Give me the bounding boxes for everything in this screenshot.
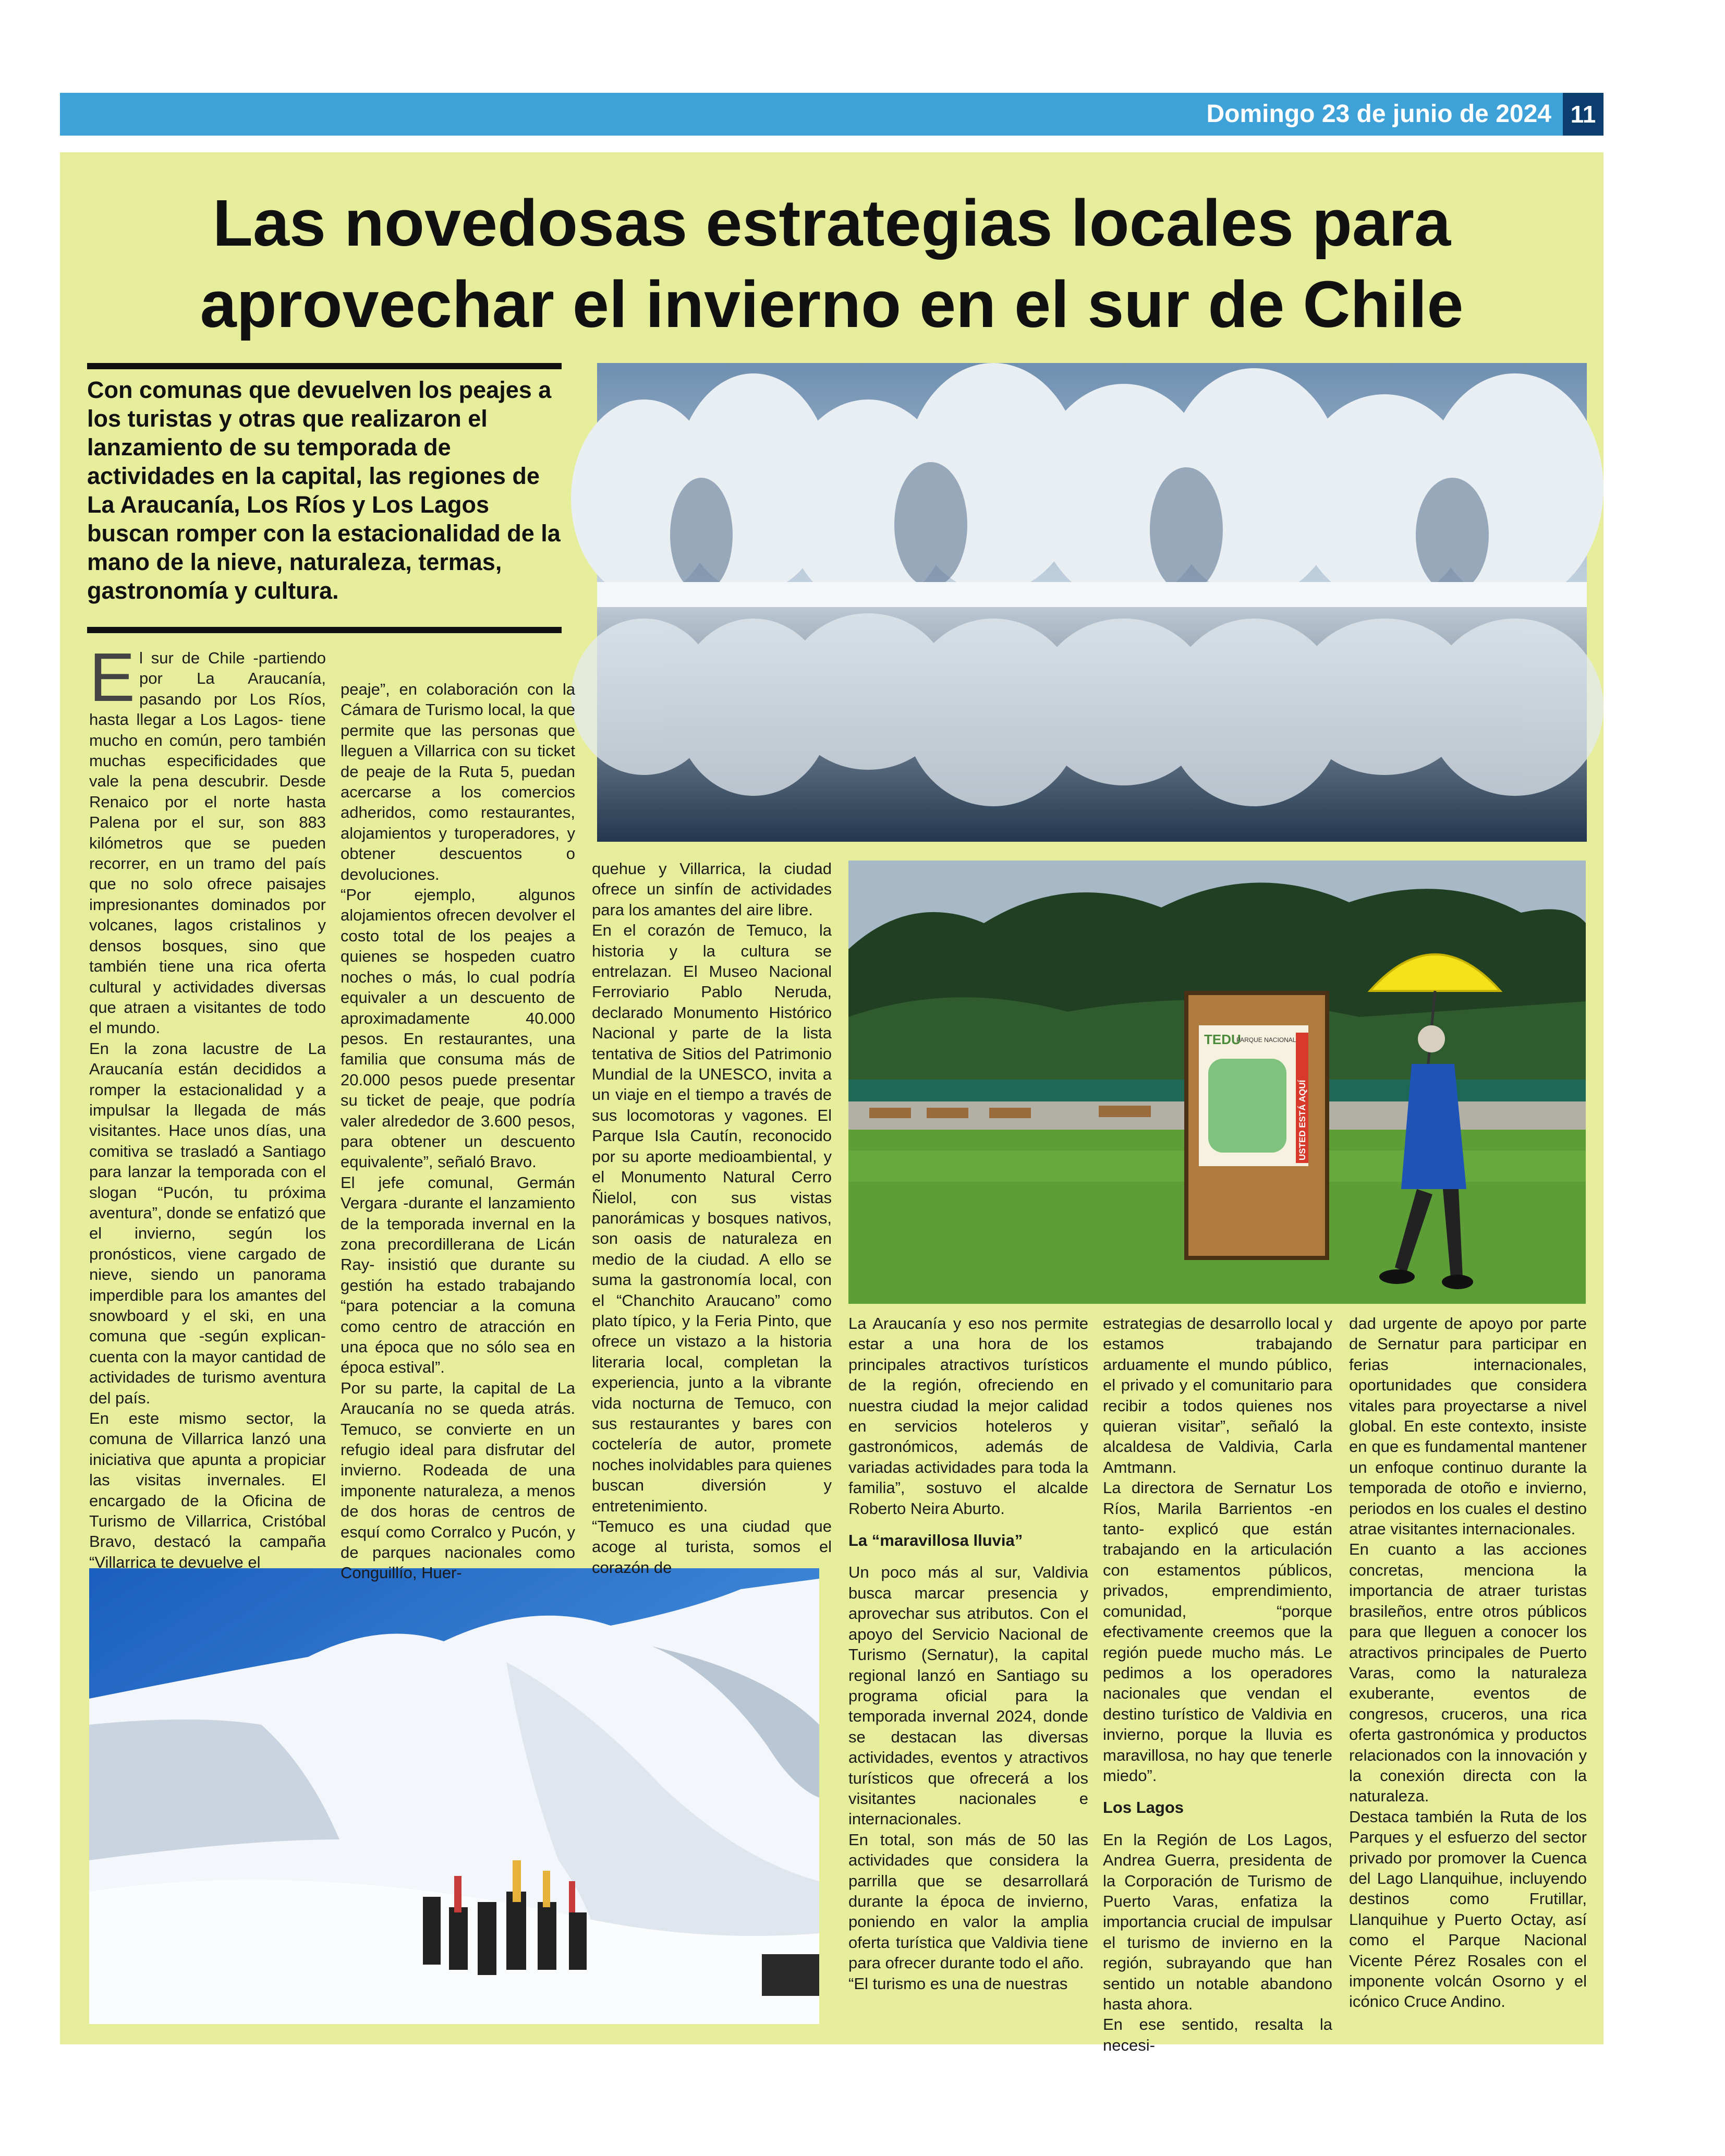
col2-paragraph-1: peaje”, en colaboración con la Cámara de Turismo local, la que permite que las personas que lleguen a Villarrica con su ticket de peaje de la Ruta 5, puedan acercarse a los comercios adheridos, como restaurantes, alojamientos y turoperadores, y obtener descuentos o devoluciones. — [341, 680, 575, 883]
col4-paragraph-4: “El turismo es una de nuestras — [848, 1974, 1068, 1993]
deck-rule-top — [87, 363, 562, 369]
col4-paragraph-3: En total, son más de 50 las actividades que considera la parrilla que se desarrollará durante la época de invierno, poniendo en valor la amplia oferta turística que Valdivia tiene para ofrecer durante todo el año. — [848, 1830, 1088, 1972]
article-column-5 — [1103, 1313, 1332, 2054]
article-column-6 — [1349, 1313, 1587, 2033]
col5-paragraph-1: estrategias de desarrollo local y estamos trabajando arduamente el mundo público, el privado y el comunitario para recibir a todos quienes nos quieran visitar”, señaló la alcaldesa de Valdivia, Carla Amtmann. — [1103, 1314, 1332, 1476]
col4-paragraph-2: Un poco más al sur, Valdivia busca marcar presencia y aprovechar sus atributos. Con el apoyo del Servicio Nacional de Turismo (Sernatur), la capital regional lanzó en Santiago su programa oficial para la temporada invernal 2024, donde se destacan las diversas actividades, eventos y atractivos turísticos que ofrecerá a los visitantes nacionales e internacionales. — [848, 1563, 1088, 1828]
subhead-los-lagos: Los Lagos — [1103, 1798, 1184, 1817]
col1-paragraph-2: En la zona lacustre de La Araucanía están decididos a romper la estacionalidad y a impulsar la llegada de más visitantes. Hace unos días, una comitiva se trasladó a Santiago para lanzar la temporada con el slogan “Pucón, tu próxima aventura”, donde se enfatizó que el invierno, según los pronósticos, viene cargado de nieve, siendo un panorama imperdible para los amantes del snowboard y el ski, en una comuna que -según explican- cuenta con la mayor cantidad de actividades de turismo aventura del país. — [89, 1039, 326, 1407]
col6-paragraph-3: Destaca también la Ruta de los Parques y el esfuerzo del sector privado por promover la Cuenca del Lago Llanquihue, incluyendo destinos como Frutillar, Llanquihue y Puerto Octay, así como el Parque Nacional Vicente Pérez Rosales con el imponente volcán Osorno y el icónico Cruce Andino. — [1349, 1807, 1587, 2011]
snowy-forest-lake-image — [597, 363, 1587, 842]
col2-paragraph-3: El jefe comunal, Germán Vergara -durante el lanzamiento de la temporada invernal en la zona precordillerana de Licán Ray- insistió que durante su gestión ha estado trabajando “para potenciar a la comuna como centro de atracción en una época que no sólo sea en época estival”. — [341, 1173, 575, 1377]
page-number: 11 — [1563, 93, 1603, 136]
col3-paragraph-3: “Temuco es una ciudad que acoge al turista, somos el corazón de — [592, 1517, 832, 1577]
snowy-forest-lake-photo — [597, 363, 1587, 842]
col6-paragraph-2: En cuanto a las acciones concretas, menciona la importancia de atraer turistas brasileños, entre otros públicos para que lleguen a conocer los atractivos principales de Puerto Varas, como la naturaleza exuberante, eventos de congresos, cruceros, una rica oferta gastronómica y productos relacionados con la innovación y la conexión directa con la naturaleza. — [1349, 1540, 1587, 1806]
park-umbrella-photo — [848, 861, 1586, 1304]
col5-paragraph-2: La directora de Sernatur Los Ríos, Marila Barrientos -en tanto- explicó que están trabajando en la articulación con estamentos públicos, privados, emprendimiento, comunidad, “porque efectivamente creemos que la región puede mucho más. Le pedimos a los operadores nacionales que vendan el destino turístico de Valdivia en invierno, porque la lluvia es maravillosa, no hay que tenerle miedo”. — [1103, 1479, 1332, 1785]
article-panel — [60, 152, 1603, 2054]
col3-paragraph-2: En el corazón de Temuco, la historia y la cultura se entrelazan. El Museo Nacional Ferroviario Pablo Neruda, declarado Monumento Histórico Nacional y parte de la lista tentativa de Sitios del Patrimonio Mundial de la UNESCO, invita a un viaje en el tiempo a través de sus locomotoras y vagones. El Parque Isla Cautín, reconocido por su aporte medioambiental, y el Monumento Natural Cerro Ñielol, con sus vistas panorámicas y bosques nativos, son oasis de naturaleza en medio de la ciudad. A ello se suma la gastronomía local, con el “Chanchito Araucano” como plato típico, y la Feria Pinto, que ofrece un vistazo a la historia literaria local, completan la experiencia, junto a la vibrante vida nocturna de Temuco, con sus restaurantes y bares con coctelería de autor, promete noches inolvidables para quienes buscan diversión y entretenimiento. — [592, 921, 832, 1515]
col6-paragraph-1: dad urgente de apoyo por parte de Sernatur para participar en ferias internacionales, oportunidades que considera vitales para proyectarse a nivel global. En este contexto, insiste en que es fundamental mantener un enfoque continuo durante la temporada de otoño e invierno, periodos en los cuales el destino atrae visitantes internacionales. — [1349, 1314, 1587, 1539]
col1-paragraph-3: En este mismo sector, la comuna de Villarrica lanzó una iniciativa que apunta a propiciar las visitas invernales. El encargado de la Oficina de Turismo de Villarrica, Cristóbal Bravo, destacó la campaña “Villarrica te devuelve el — [89, 1409, 326, 1571]
col3-paragraph-1: quehue y Villarrica, la ciudad ofrece un sinfín de actividades para los amantes del aire libre. — [592, 859, 832, 919]
article-deck: Con comunas que devuelven los peajes a los turistas y otras que realizaron el lanzamiento de su temporada de actividades en la capital, las regiones de La Araucanía, Los Ríos y Los Lagos buscan romper con la estacionalidad de la mano de la nieve, naturaleza, termas, gastronomía y cultura. — [87, 377, 561, 604]
issue-date: Domingo 23 de junio de 2024 — [1206, 100, 1551, 128]
article-column-3 — [592, 858, 832, 1577]
subhead-maravillosa-lluvia: La “maravillosa lluvia” — [848, 1531, 1023, 1550]
header-bar — [60, 93, 1603, 136]
col5-paragraph-3: En la Región de Los Lagos, Andrea Guerra, presidenta de la Corporación de Turismo de Puerto Varas, enfatiza la importancia crucial de impulsar el turismo de invierno en la región, subrayando que han sentido un notable abandono hasta ahora. — [1103, 1830, 1332, 2013]
sign-title-text: PARQUE NACIONAL — [1236, 1036, 1296, 1044]
article-headline — [60, 183, 1603, 345]
park-umbrella-image — [848, 861, 1586, 1304]
col4-paragraph-1: La Araucanía y eso nos permite estar a una hora de los principales atractivos turísticos de la región, ofreciendo en nuestra ciudad la mejor calidad en servicios hoteleros y gastronómicos, además de variadas actividades para toda la familia”, sostuvo el alcalde Roberto Neira Aburto. — [848, 1314, 1088, 1518]
sign-location-text: USTED ESTÁ AQUÍ — [1297, 1080, 1307, 1160]
deck-rule-bottom — [87, 627, 562, 633]
article-column-1 — [89, 639, 326, 1571]
snowy-volcano-skiers-image — [89, 1568, 819, 2024]
sign-tag-text: TEDU — [1204, 1032, 1241, 1047]
headline-line-2: aprovechar el invierno en el sur de Chile — [200, 268, 1464, 341]
col2-paragraph-2: “Por ejemplo, algunos alojamientos ofrecen devolver el costo total de los peajes a quienes se hospeden cuatro noches o más, lo cual podría equivaler a un descuento de aproximadamente 40.000 pesos. En restaurantes, una familia que consuma más de 20.000 pesos puede presentar su ticket de peaje, que podría valer alrededor de 3.600 pesos, para obtener un descuento equivalente”, señaló Bravo. — [341, 886, 575, 1171]
col5-paragraph-4: En ese sentido, resalta la necesi- — [1103, 2015, 1332, 2054]
headline-line-1: Las novedosas estrategias locales para — [212, 186, 1451, 260]
col1-paragraph-1: l sur de Chile -partiendo por La Araucanía, pasando por Los Ríos, hasta llegar a Los Lagos- tiene mucho en común, pero también muchas especificidades que vale la pena descubrir. Desde Renaico por el norte hasta Palena por el sur, son 883 kilómetros que se pueden recorrer, en un tramo del país que no solo ofrece paisajes impresionantes dominados por volcanes, lagos cristalinos y densos bosques, sino que también tiene una rica oferta cultural y actividades diversas que atraen a visitantes de todo el mundo. — [89, 649, 326, 1037]
drop-cap: E — [89, 639, 136, 716]
article-column-4 — [848, 1313, 1088, 2033]
col2-paragraph-4: Por su parte, la capital de La Araucanía no se queda atrás. Temuco, se convierte en un refugio ideal para disfrutar del invierno. Rodeada de una imponente naturaleza, a menos de dos horas de centros de esquí como Corralco y Pucón, y de parques nacionales como Conguillío, Huer- — [341, 1378, 575, 1582]
article-column-2 — [341, 679, 575, 1582]
snowy-volcano-skiers-photo — [89, 1568, 819, 2024]
